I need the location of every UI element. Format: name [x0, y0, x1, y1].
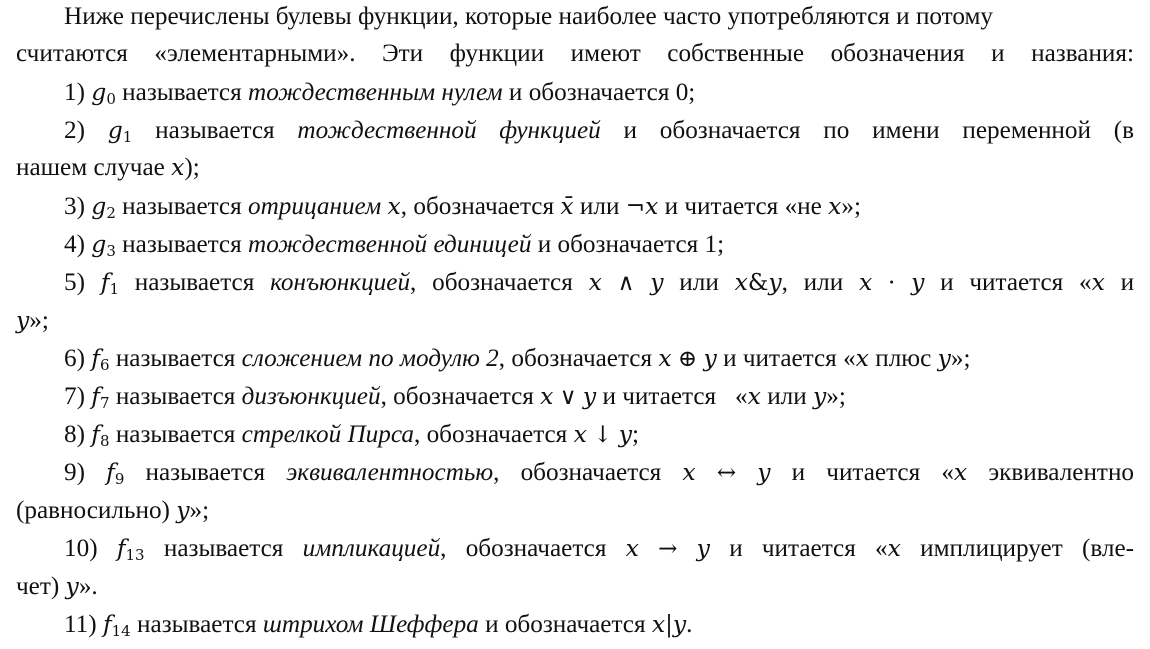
- list-item: 4) $g_3$ называется тождественной единицей и обозначается 1;: [64, 230, 725, 260]
- list-item: 8) $f_8$ называется стрелкой Пирса, обозначается x ↓ y;: [64, 420, 639, 450]
- list-item: 7) $f_7$ называется дизъюнкцией, обозначается x ∨ y и читается «x или y»;: [64, 382, 846, 412]
- list-item: 1) $g_0$ называется тождественным нулем и обозначается 0;: [64, 78, 696, 108]
- list-item: 5) $f_1$ называется конъюнкцией, обозначается x ∧ y или x&y, или x · y и читается «x и: [64, 268, 1135, 298]
- list-item: 2) $g_1$ называется тождественной функцией и обозначается по имени переменной (в: [64, 116, 1135, 146]
- list-item: 3) $g_2$ называется отрицанием x, обозначается x̄ или ¬x и читается «не x»;: [64, 192, 861, 222]
- list-item-continued: чет) y».: [16, 572, 98, 600]
- intro-line-2: считаются «элементарными». Эти функции имеют собственные обозначения и названия:: [16, 40, 1134, 67]
- list-item-continued: нашем случае x);: [16, 153, 200, 181]
- list-item: 11) $f_{14}$ называется штрихом Шеффера и обозначается x|y.: [64, 610, 693, 640]
- list-item: 9) $f_9$ называется эквивалентностью, обозначается x ↔ y и читается «x эквивалентно: [64, 458, 1135, 488]
- list-item-continued: y»;: [16, 306, 49, 334]
- list-item: 10) $f_{13}$ называется импликацией, обозначается x → y и читается «x имплицирует (вле-: [64, 534, 1135, 564]
- page-edge: [0, 640, 1150, 649]
- list-item-continued: (равносильно) y»;: [16, 496, 210, 524]
- list-item: 6) $f_6$ называется сложением по модулю 2, обозначается x ⊕ y и читается «x плюс y»;: [64, 344, 971, 374]
- intro-line-1: Ниже перечислены булевы функции, которые наиболее часто употребляются и потому: [64, 3, 994, 30]
